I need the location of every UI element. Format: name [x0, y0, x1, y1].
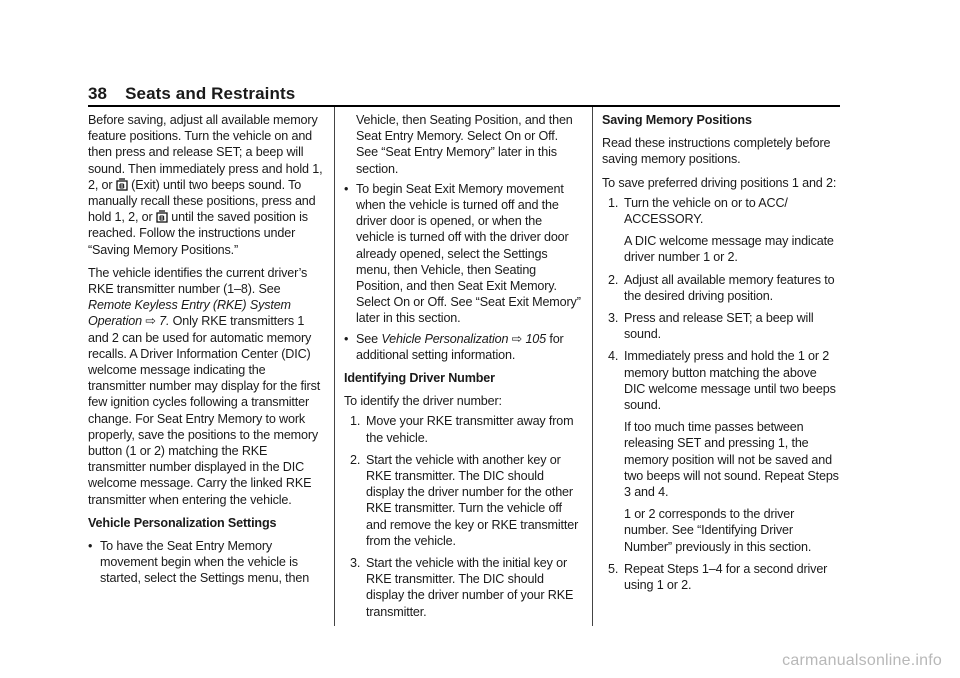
step-item — [344, 413, 582, 445]
text: Only RKE transmitters 1 and 2 can be used for automatic memory recalls. A Driver Information Center (DIC) welcome message indicating the transmitter number may display for the first few ignition cycles following a transmitter change. For Seat Entry Memory to work properly, save the positions to the memory button (1 or 2) matching the RKE transmitter number displayed in the DIC welcome message. Carry the linked RKE transmitter when entering the vehicle. — [88, 314, 321, 507]
column-2 — [344, 112, 582, 626]
heading-identifying-driver: Identifying Driver Number — [344, 371, 495, 386]
page-header — [88, 84, 840, 104]
step-number: 1. — [350, 414, 361, 429]
step-text: Start the vehicle with the initial key or RKE transmitter. The DIC should display the driver number of your RKE transmitter. — [366, 556, 574, 619]
step-number: 3. — [608, 311, 619, 326]
bullet-continuation: Vehicle, then Seating Position, and then Seat Entry Memory. Select On or Off. See “Seat Entry Memory” later in this section. — [356, 113, 573, 176]
page-number: 38 — [88, 84, 108, 103]
heading-saving-memory: Saving Memory Positions — [602, 113, 752, 127]
column-3 — [602, 112, 840, 599]
text: until the saved position is reached. Follow the instructions under “Saving Memory Positions.” — [88, 210, 308, 257]
step-item — [602, 561, 840, 593]
step-item — [602, 310, 840, 342]
page-arrow-icon: ⇨ — [511, 331, 523, 346]
section-title: Seats and Restraints — [125, 84, 296, 103]
step-number: 1. — [608, 195, 619, 210]
column-1 — [88, 112, 324, 591]
column-divider — [334, 107, 335, 626]
step-text: Press and release SET; a beep will sound. — [624, 311, 814, 342]
step-text: Repeat Steps 1–4 for a second driver using 1 or 2. — [624, 561, 828, 593]
cross-reference-link[interactable]: Vehicle Personalization — [381, 331, 509, 346]
text: To begin Seat Exit Memory movement when the vehicle is turned off and the driver door is opened, or when the vehicle is turned off with the driver door already opened, select the Settings menu, then Vehicle, then Seating Position, and then Seat Exit Memory. Select On or Off. See “Seat Exit Memory” later in this section. — [356, 181, 581, 326]
step-item — [602, 348, 840, 413]
step-number: 2. — [350, 452, 361, 467]
step-item — [344, 452, 582, 549]
step-text: Immediately press and hold the 1 or 2 memory button matching the above DIC welcome message until two beeps sound. — [624, 349, 836, 413]
column-divider — [592, 107, 593, 626]
step-text: Turn the vehicle on or to ACC/ ACCESSORY. — [624, 195, 788, 227]
step-number: 4. — [608, 349, 619, 364]
cross-reference-page[interactable]: 7. — [159, 314, 170, 329]
text: for additional setting information. — [356, 331, 564, 362]
bullet-item — [88, 538, 324, 587]
cross-reference-link[interactable]: Remote Keyless Entry (RKE) System Operation — [88, 298, 291, 329]
text: See — [356, 331, 382, 346]
text: (Exit) until two beeps sound. To manually recall these positions, press and hold 1, 2, or — [88, 177, 316, 225]
bullet-item — [344, 331, 582, 363]
text: Before saving, adjust all available memory feature positions. Turn the vehicle on and then press and release SET; a beep will sound. Then immediately press and hold 1, 2, or — [88, 113, 323, 192]
step-text: Move your RKE transmitter away from the vehicle. — [366, 414, 574, 445]
step-item — [344, 555, 582, 620]
step-item — [602, 272, 840, 304]
cross-reference-page[interactable]: 105 — [525, 331, 546, 346]
bullet-icon: • — [344, 331, 349, 346]
step-note: 1 or 2 corresponds to the driver number. See “Identifying Driver Number” previously in this section. — [624, 507, 812, 554]
paragraph-rke-transmitter — [88, 265, 324, 508]
bullet-icon: • — [344, 181, 349, 196]
paragraph-read-instructions: Read these instructions completely before saving memory positions. — [602, 136, 831, 167]
page-arrow-icon: ⇨ — [145, 314, 156, 329]
step-number: 2. — [608, 272, 619, 287]
paragraph-memory-intro — [88, 112, 324, 258]
seat-exit-icon — [116, 178, 128, 191]
step-note: A DIC welcome message may indicate driver number 1 or 2. — [624, 234, 834, 265]
paragraph-to-save: To save preferred driving positions 1 and 2: — [602, 175, 837, 190]
text: The vehicle identifies the current driver’s RKE transmitter number (1–8). See — [88, 265, 308, 297]
seat-exit-icon — [156, 210, 168, 223]
header-rule — [88, 105, 840, 107]
watermark: carmanualsonline.info — [782, 652, 942, 669]
step-text: Start the vehicle with another key or RKE transmitter. The DIC should display the driver number for the other RKE transmitter. Turn the vehicle off and remove the key or RKE transmitter from the vehicle. — [366, 452, 579, 548]
heading-vehicle-personalization: Vehicle Personalization Settings — [88, 515, 277, 530]
paragraph-intro: To identify the driver number: — [344, 394, 502, 409]
step-item — [602, 195, 840, 227]
step-text: Adjust all available memory features to the desired driving position. — [624, 272, 835, 303]
bullet-icon: • — [88, 539, 93, 554]
text: To have the Seat Entry Memory movement begin when the vehicle is started, select the Settings menu, then — [100, 539, 310, 586]
bullet-item — [344, 181, 582, 327]
step-number: 5. — [608, 561, 619, 576]
step-note: If too much time passes between releasing SET and pressing 1, the memory position will not be saved and two beeps will not sound. Repeat Steps 3 and 4. — [624, 420, 839, 500]
step-number: 3. — [350, 556, 361, 571]
